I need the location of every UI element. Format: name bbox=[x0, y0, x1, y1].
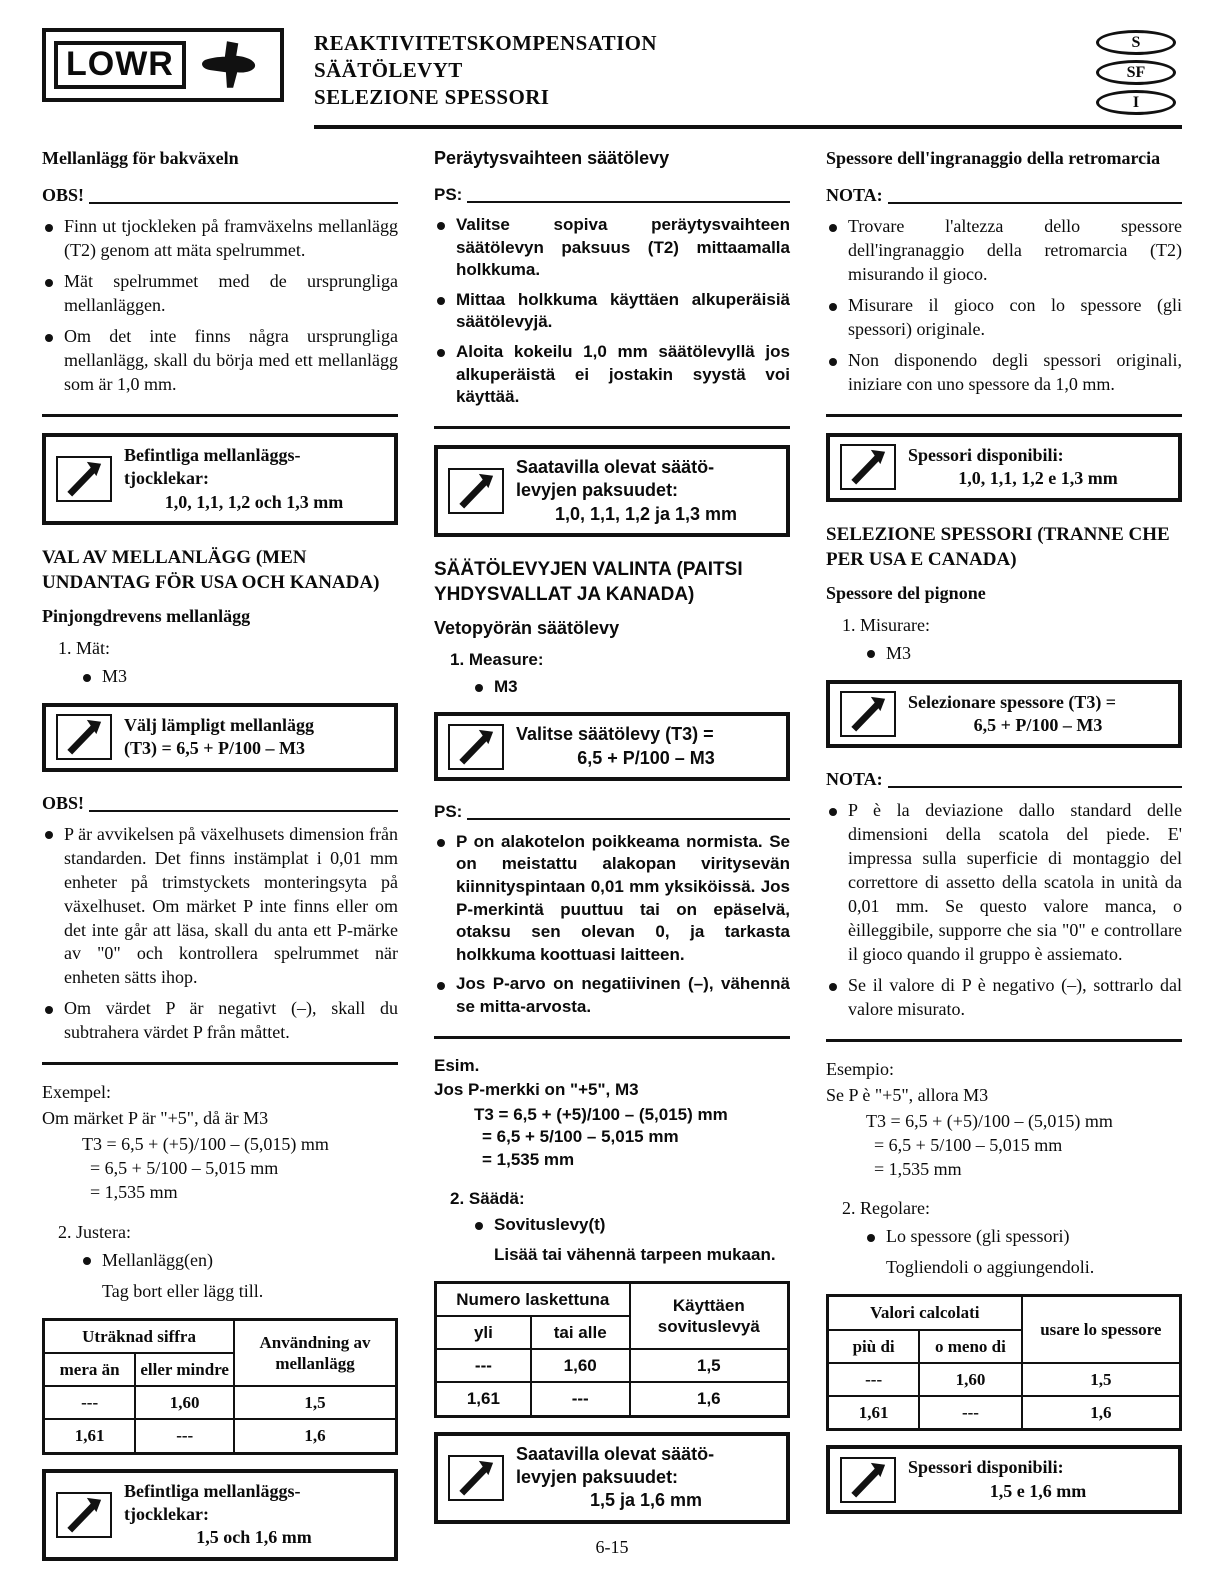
formula-text: Selezionare spessore (T3) = 6,5 + P/100 – M3 bbox=[908, 691, 1117, 736]
note-rule-line bbox=[888, 202, 1182, 204]
language-badge-sf: SF bbox=[1096, 60, 1176, 85]
note-label: PS: bbox=[434, 185, 463, 205]
formula-line: T3 = 6,5 + (+5)/100 – (5,015) mm bbox=[82, 1134, 329, 1155]
formula-line: T3 = 6,5 + (+5)/100 – (5,015) mm bbox=[866, 1110, 1113, 1131]
table-subheader-more: yli bbox=[436, 1316, 531, 1349]
adjustment-tool-icon bbox=[840, 444, 896, 490]
step-items bbox=[864, 1225, 1182, 1249]
bullet-item: Om det inte finns några ursprungliga mellanlägg, skall du börja med ett mellanlägg som är 1,0 mm. bbox=[42, 325, 398, 397]
formula-line: = 6,5 + 5/100 – 5,015 mm bbox=[90, 1158, 279, 1178]
bullet-item: Non disponendo degli spessori originali, iniziare con uno spessore da 1,0 mm. bbox=[826, 349, 1182, 397]
table-subheader-less: eller mindre bbox=[135, 1353, 234, 1386]
table-header-calculated: Numero laskettuna bbox=[436, 1282, 630, 1316]
bullet-list bbox=[42, 215, 398, 397]
table-cell: 1,61 bbox=[828, 1396, 920, 1430]
table-cell: 1,61 bbox=[436, 1382, 531, 1416]
step-adjust bbox=[434, 1188, 790, 1267]
table-cell: 1,6 bbox=[1022, 1396, 1181, 1430]
section-heading: SELEZIONE SPESSORI (TRANNE CHE PER USA E CANADA) bbox=[826, 523, 1170, 570]
bullet-item: P är avvikelsen på växelhusets dimension från standarden. Det finns instämplat i 0,01 mm enheter på trimstyckets monteringsyta på växelhuset. Om märket P inte finns eller om det inte går att läsa, skall du anta ett P-märke av "0" och kontrollera spelrummet när enheten sätts ihop. bbox=[42, 823, 398, 991]
bullet-item: Om värdet P är negativt (–), skall du subtrahera värdet P från måttet. bbox=[42, 997, 398, 1045]
note-rule-line bbox=[89, 202, 398, 204]
language-badge-s: S bbox=[1096, 30, 1176, 55]
step-item: Mellanlägg(en) bbox=[80, 1249, 398, 1273]
note-block bbox=[42, 184, 398, 417]
adjustment-tool-icon bbox=[840, 691, 896, 737]
example-label: Exempel: bbox=[42, 1082, 111, 1103]
table-row bbox=[44, 1386, 397, 1419]
spec-text: Spessori disponibili: 1,0, 1,1, 1,2 e 1,3 mm bbox=[908, 444, 1118, 489]
table-row bbox=[828, 1363, 1181, 1396]
example-intro: Jos P-merkki on "+5", M3 bbox=[434, 1080, 639, 1100]
page-title bbox=[314, 28, 657, 115]
table-header-use: usare lo spessore bbox=[1022, 1296, 1181, 1363]
title-line-finnish: SÄÄTÖLEVYT bbox=[314, 57, 463, 82]
spec-text: Befintliga mellanläggs- tjocklekar: 1,5 och 1,6 mm bbox=[124, 1480, 312, 1548]
adjustment-tool-icon bbox=[448, 1455, 504, 1501]
sub-heading: Vetopyörän säätölevy bbox=[434, 618, 620, 639]
note-label: NOTA: bbox=[826, 185, 883, 206]
example-intro: Om märket P är "+5", då är M3 bbox=[42, 1108, 269, 1129]
note-label: NOTA: bbox=[826, 769, 883, 790]
step-items bbox=[80, 1249, 398, 1273]
shim-selection-table bbox=[434, 1281, 790, 1418]
formula-line: = 6,5 + 5/100 – 5,015 mm bbox=[874, 1134, 1063, 1155]
table-row bbox=[44, 1419, 397, 1453]
step-label: 1. Measure: bbox=[450, 650, 544, 670]
bullet-list bbox=[826, 799, 1182, 1021]
step-items bbox=[472, 676, 790, 699]
sub-heading: Pinjongdrevens mellanlägg bbox=[42, 606, 251, 627]
bullet-list bbox=[42, 823, 398, 1045]
note-label-row bbox=[434, 801, 790, 824]
bullet-item: P on alakotelon poikkeama normista. Se on meistattu alakopan viritysevän kiinnityspintaan 0,01 mm yksiköissä. Jos P-merkintä puuttuu tai on epäselvä, otaksu sen olevan 0, ja tarkasta holkkuma koottuasi laitteen. bbox=[434, 831, 790, 967]
table-cell: 1,60 bbox=[531, 1349, 630, 1382]
step-items bbox=[472, 1214, 790, 1237]
shim-selection-table bbox=[42, 1318, 398, 1455]
note-rule-line bbox=[89, 810, 398, 812]
step-note: Lisää tai vähennä tarpeen mukaan. bbox=[494, 1244, 776, 1264]
note-rule-line bbox=[467, 201, 790, 203]
step-label: 1. Mät: bbox=[58, 638, 110, 659]
step-adjust bbox=[826, 1197, 1182, 1280]
bullet-item: Finn ut tjockleken på framväxelns mellanlägg (T2) genom att mäta spelrummet. bbox=[42, 215, 398, 263]
step-measure bbox=[42, 637, 398, 689]
formula-line: T3 = 6,5 + (+5)/100 – (5,015) mm bbox=[474, 1104, 728, 1124]
formula-line: = 1,535 mm bbox=[90, 1181, 178, 1202]
column-heading: Peräytysvaihteen säätölevy bbox=[434, 148, 670, 168]
bullet-list bbox=[826, 215, 1182, 397]
example-label: Esempio: bbox=[826, 1058, 894, 1079]
adjustment-tool-icon bbox=[448, 468, 504, 514]
table-cell: 1,61 bbox=[44, 1419, 136, 1453]
formula-box bbox=[434, 712, 790, 781]
spec-text: Saatavilla olevat säätö- levyjen paksuudet: 1,0, 1,1, 1,2 ja 1,3 mm bbox=[516, 456, 738, 524]
column-heading: Mellanlägg för bakväxeln bbox=[42, 148, 239, 168]
table-header-calculated: Uträknad siffra bbox=[44, 1319, 235, 1353]
table-cell: 1,60 bbox=[919, 1363, 1021, 1396]
table-header-use: Användning av mellanlägg bbox=[234, 1319, 396, 1386]
shim-selection-table bbox=[826, 1294, 1182, 1431]
step-measure bbox=[434, 649, 790, 698]
formula-text: Valitse säätölevy (T3) = 6,5 + P/100 – M3 bbox=[516, 724, 715, 768]
bullet-item: Mät spelrummet med de ursprungliga mellanläggen. bbox=[42, 270, 398, 318]
three-column-content bbox=[42, 145, 1182, 1581]
adjustment-tool-icon bbox=[840, 1457, 896, 1503]
adjustment-tool-icon bbox=[56, 714, 112, 760]
formula-line: = 1,535 mm bbox=[874, 1158, 962, 1179]
note-rule-line bbox=[467, 818, 790, 820]
table-cell: --- bbox=[531, 1382, 630, 1416]
step-item: M3 bbox=[80, 665, 398, 689]
note-label: PS: bbox=[434, 802, 463, 822]
table-subheader-less: o meno di bbox=[919, 1330, 1021, 1363]
spec-box-available-shims bbox=[826, 1445, 1182, 1514]
table-cell: --- bbox=[919, 1396, 1021, 1430]
table-cell: --- bbox=[436, 1349, 531, 1382]
step-measure bbox=[826, 614, 1182, 666]
example-label: Esim. bbox=[434, 1055, 480, 1075]
table-cell: 1,60 bbox=[135, 1386, 234, 1419]
bullet-item: Se il valore di P è negativo (–), sottrarlo dal valore misurato. bbox=[826, 974, 1182, 1022]
bullet-list bbox=[434, 831, 790, 1019]
table-cell: 1,5 bbox=[1022, 1363, 1181, 1396]
language-badges bbox=[1096, 30, 1176, 115]
table-subheader-less: tai alle bbox=[531, 1316, 630, 1349]
section-logo-box bbox=[42, 28, 284, 102]
bullet-item: Mittaa holkkuma käyttäen alkuperäisiä säätölevyjä. bbox=[434, 289, 790, 334]
bullet-item: Jos P-arvo on negatiivinen (–), vähennä se mitta-arvosta. bbox=[434, 973, 790, 1018]
example-intro: Se P è "+5", allora M3 bbox=[826, 1084, 989, 1105]
table-row bbox=[436, 1382, 789, 1416]
spec-box-available-shims bbox=[826, 433, 1182, 502]
spec-box-available-shims bbox=[434, 445, 790, 537]
note-rule-line bbox=[888, 786, 1182, 788]
bullet-item: Misurare il gioco con lo spessore (gli spessori) originale. bbox=[826, 294, 1182, 342]
step-item: Sovituslevy(t) bbox=[472, 1214, 790, 1237]
step-item: M3 bbox=[472, 676, 790, 699]
lower-unit-icon bbox=[196, 38, 262, 92]
adjustment-tool-icon bbox=[448, 724, 504, 770]
calculation-example bbox=[826, 1058, 1182, 1182]
spec-text: Spessori disponibili: 1,5 e 1,6 mm bbox=[908, 1457, 1087, 1501]
table-subheader-more: mera än bbox=[44, 1353, 136, 1386]
formula-box bbox=[826, 680, 1182, 749]
table-cell: 1,6 bbox=[234, 1419, 396, 1453]
formula-text: Välj lämpligt mellanlägg (T3) = 6,5 + P/100 – M3 bbox=[124, 715, 314, 759]
spec-text: Saatavilla olevat säätö- levyjen paksuudet: 1,5 ja 1,6 mm bbox=[516, 1443, 715, 1511]
formula-line: = 6,5 + 5/100 – 5,015 mm bbox=[482, 1127, 679, 1147]
step-item: M3 bbox=[864, 642, 1182, 666]
spec-box-available-shims bbox=[434, 1432, 790, 1524]
title-line-italian: SELEZIONE SPESSORI bbox=[314, 84, 550, 109]
step-items bbox=[80, 665, 398, 689]
language-badge-i: I bbox=[1096, 90, 1176, 115]
table-cell: 1,5 bbox=[630, 1349, 789, 1382]
bullet-item: Valitse sopiva peräytysvaihteen säätölevyn paksuus (T2) mittaamalla holkkuma. bbox=[434, 214, 790, 282]
step-adjust bbox=[42, 1221, 398, 1304]
note-block bbox=[826, 768, 1182, 1041]
sub-heading: Spessore del pignone bbox=[826, 582, 986, 603]
note-block bbox=[42, 792, 398, 1065]
bullet-list bbox=[434, 214, 790, 409]
step-note: Togliendoli o aggiungendoli. bbox=[886, 1257, 1095, 1278]
table-cell: --- bbox=[135, 1419, 234, 1453]
step-items bbox=[864, 642, 1182, 666]
table-row bbox=[436, 1349, 789, 1382]
note-label-row bbox=[42, 184, 398, 208]
table-cell: --- bbox=[828, 1363, 920, 1396]
bullet-item: P è la deviazione dallo standard delle dimensioni della scatola del piede. E' impressa sulla superficie di montaggio del correttore di assetto della scatola in unità da 0,01 mm. Se questo valore manca, o èilleggibile, supporre che sia "0" e controllare il gioco quando il gruppo è assiemato. bbox=[826, 799, 1182, 967]
section-heading: VAL AV MELLANLÄGG (MEN UNDANTAG FÖR USA OCH KANADA) bbox=[42, 547, 380, 594]
formula-box bbox=[42, 703, 398, 772]
table-subheader-more: più di bbox=[828, 1330, 920, 1363]
step-label: 2. Justera: bbox=[58, 1221, 131, 1242]
adjustment-tool-icon bbox=[56, 1492, 112, 1538]
title-line-swedish: REAKTIVITETSKOMPENSATION bbox=[314, 31, 657, 55]
page-header bbox=[42, 28, 1182, 129]
calculation-example bbox=[434, 1055, 790, 1172]
calculation-example bbox=[42, 1081, 398, 1205]
note-label-row bbox=[42, 792, 398, 816]
note-label: OBS! bbox=[42, 792, 85, 813]
spec-text: Befintliga mellanläggs- tjocklekar: 1,0, 1,1, 1,2 och 1,3 mm bbox=[124, 444, 344, 512]
step-label: 2. Regolare: bbox=[842, 1198, 930, 1219]
note-block bbox=[434, 184, 790, 428]
spec-box-available-shims bbox=[42, 433, 398, 525]
table-cell: --- bbox=[44, 1386, 136, 1419]
table-header-use: Käyttäen sovituslevyä bbox=[630, 1282, 789, 1349]
column-finnish bbox=[434, 145, 790, 1581]
step-label: 1. Misurare: bbox=[842, 614, 930, 635]
bullet-item: Trovare l'altezza dello spessore dell'ingranaggio della retromarcia (T2) misurando il gioco. bbox=[826, 215, 1182, 287]
header-title-area bbox=[314, 28, 1182, 129]
table-header-calculated: Valori calcolati bbox=[828, 1296, 1022, 1330]
step-label: 2. Säädä: bbox=[450, 1188, 525, 1208]
note-label: OBS! bbox=[42, 185, 85, 206]
note-block bbox=[826, 184, 1182, 417]
formula-line: = 1,535 mm bbox=[482, 1150, 575, 1170]
bullet-item: Aloita kokeilu 1,0 mm säätölevyllä jos alkuperäistä ei jostakin syystä voi käyttää. bbox=[434, 341, 790, 409]
note-label-row bbox=[826, 184, 1182, 208]
page-number: 6-15 bbox=[595, 1537, 629, 1557]
column-heading: Spessore dell'ingranaggio della retromarcia bbox=[826, 148, 1161, 168]
table-row bbox=[828, 1396, 1181, 1430]
note-label-row bbox=[434, 184, 790, 207]
step-item: Lo spessore (gli spessori) bbox=[864, 1225, 1182, 1249]
section-heading: SÄÄTÖLEVYJEN VALINTA (PAITSI YHDYSVALLAT JA KANADA) bbox=[434, 559, 743, 606]
note-label-row bbox=[826, 768, 1182, 792]
table-cell: 1,6 bbox=[630, 1382, 789, 1416]
step-note: Tag bort eller lägg till. bbox=[102, 1280, 264, 1301]
column-italian bbox=[826, 145, 1182, 1581]
adjustment-tool-icon bbox=[56, 456, 112, 502]
column-swedish bbox=[42, 145, 398, 1581]
note-block bbox=[434, 801, 790, 1038]
lowr-label: LOWR bbox=[54, 41, 186, 89]
table-cell: 1,5 bbox=[234, 1386, 396, 1419]
